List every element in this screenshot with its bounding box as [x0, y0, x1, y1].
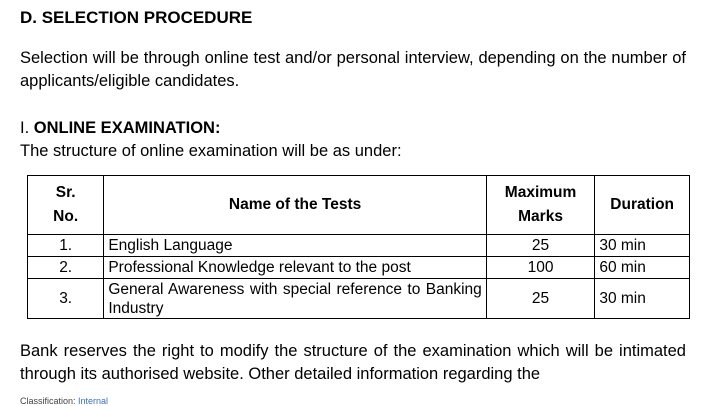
header-duration: Duration — [595, 176, 690, 235]
row-duration: 30 min — [595, 279, 690, 319]
online-exam-heading — [20, 119, 220, 138]
row-sr: 1. — [28, 235, 104, 257]
header-sr-line2: No. — [53, 208, 79, 225]
section-heading: D. SELECTION PROCEDURE — [20, 8, 253, 27]
classification-footer — [20, 396, 108, 406]
table-row — [28, 279, 690, 319]
selection-paragraph: Selection will be through online test and/or personal interview, depending on the number of applicants/eligible candidates. — [20, 49, 686, 90]
table-row — [28, 235, 690, 257]
header-marks-line2: Marks — [518, 208, 563, 225]
exam-structure-table — [27, 175, 690, 319]
table-header-row — [28, 176, 690, 235]
classification-value: Internal — [78, 396, 109, 406]
header-max-marks — [486, 176, 595, 235]
online-exam-numeral: I. — [20, 119, 34, 137]
row-sr: 3. — [28, 279, 104, 319]
row-test-name: English Language — [104, 235, 486, 257]
row-marks: 100 — [486, 257, 595, 279]
header-sr-no — [28, 176, 104, 235]
header-test-name: Name of the Tests — [104, 176, 486, 235]
row-duration: 30 min — [595, 235, 690, 257]
row-test-name: Professional Knowledge relevant to the post — [104, 257, 486, 279]
table-row — [28, 257, 690, 279]
row-marks: 25 — [486, 279, 595, 319]
online-exam-title: ONLINE EXAMINATION: — [33, 119, 221, 137]
row-sr: 2. — [28, 257, 104, 279]
row-marks: 25 — [486, 235, 595, 257]
row-duration: 60 min — [595, 257, 690, 279]
header-marks-line1: Maximum — [504, 184, 577, 201]
header-sr-line1: Sr. — [55, 184, 76, 201]
closing-paragraph: Bank reserves the right to modify the structure of the examination which will be intimated through its authorised website. Other detailed information regarding the — [20, 342, 686, 383]
row-test-name: General Awareness with special reference to Banking Industry — [104, 279, 486, 319]
online-exam-intro: The structure of online examination will be as under: — [20, 142, 402, 160]
classification-label: Classification: — [20, 396, 79, 406]
